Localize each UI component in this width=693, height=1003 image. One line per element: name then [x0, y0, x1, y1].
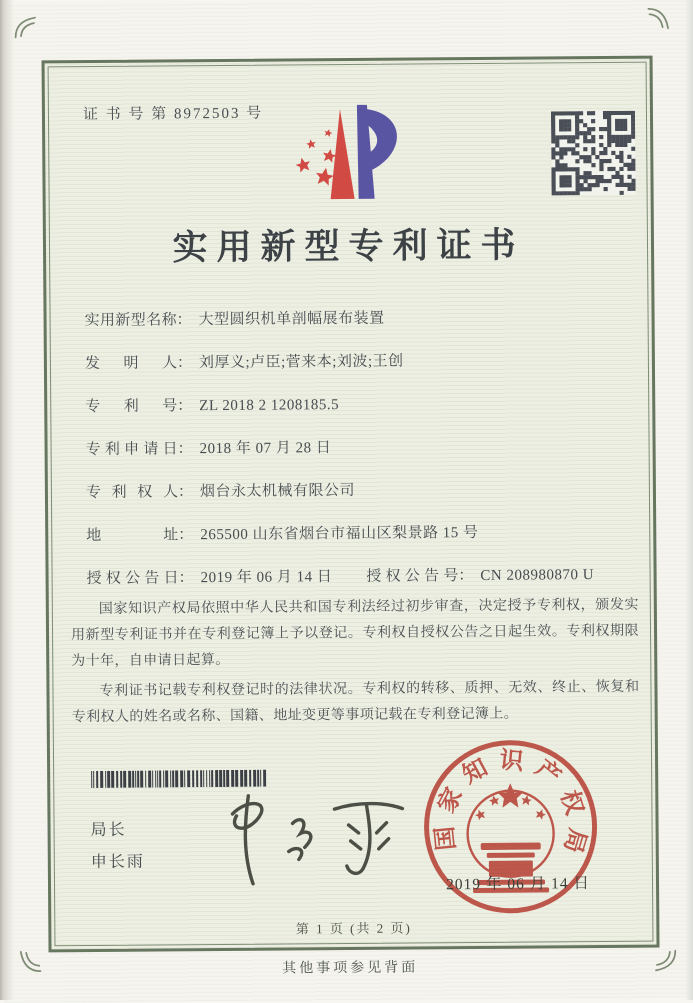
field-label: 授权公告号: [366, 568, 459, 585]
qr-code: [551, 111, 636, 196]
field-row: [86, 477, 631, 504]
field-row: [86, 520, 631, 547]
page-number: 第 1 页 (共 2 页): [295, 920, 412, 937]
certificate-frame: [42, 56, 660, 953]
corner-ornament-icon: [12, 14, 38, 40]
field-group: [366, 563, 594, 586]
field-label: 地址: [86, 527, 179, 545]
field-value: 大型圆织机单剖幅展布装置: [198, 310, 385, 329]
legal-paragraph: 专利证书记载专利权登记时的法律状况。专利权的转移、质押、无效、终止、恢复和专利权人的姓名或名称、国籍、地址变更等事项记载在专利登记簿上。: [71, 679, 640, 726]
field-value: 刘厚义;卢臣;菅来本;刘波;王创: [198, 353, 404, 372]
field-colon: ：: [176, 312, 192, 329]
field-label: 专利号: [85, 398, 178, 416]
field-value: 265500 山东省烟台市福山区梨景路 15 号: [200, 524, 479, 544]
seal-text: 国家知识产权局: [431, 747, 591, 866]
field-label: 专利权人: [85, 484, 178, 502]
barcode: [90, 770, 266, 788]
field-row: [87, 563, 632, 590]
field-row: [84, 305, 629, 332]
field-row: [86, 434, 631, 461]
certificate-title: 实用新型专利证书: [172, 225, 525, 268]
director-signature: [188, 788, 419, 890]
field-colon: ：: [177, 484, 194, 501]
field-label: 实用新型名称: [84, 312, 177, 330]
corner-ornament-icon: [645, 5, 671, 31]
legal-paragraph: 国家知识产权局依照中华人民共和国专利法经过初步审查，决定授予专利权，颁发实用新型专利证书并在专利登记簿上予以登记。专利权自授权公告之日起生效。专利权期限为十年，自申请日起算。: [70, 597, 640, 670]
field-label: 专利申请日: [85, 441, 178, 459]
field-value: 烟台永太机械有限公司: [199, 482, 356, 501]
back-note: 其他事项参见背面: [282, 960, 419, 977]
field-value: ZL 2018 2 1208185.5: [199, 397, 340, 415]
field-label: 授权公告日: [86, 570, 179, 588]
field-colon: ：: [178, 570, 194, 587]
field-colon: ：: [458, 568, 474, 585]
field-label: 发明人: [84, 355, 177, 373]
field-row: [85, 391, 630, 418]
field-colon: ：: [177, 398, 193, 415]
field-value: 2018 年 07 月 28 日: [199, 440, 332, 458]
field-colon: ：: [176, 355, 192, 372]
field-colon: ：: [178, 527, 194, 544]
field-row: [85, 348, 630, 375]
director-title: 局长: [90, 821, 127, 840]
field-value: CN 208980870 U: [480, 567, 595, 584]
legal-text: [71, 593, 640, 735]
field-colon: ：: [177, 441, 193, 458]
field-value: 2019 年 06 月 14 日: [200, 569, 333, 587]
seal-date: 2019 年 06 月 14 日: [446, 875, 591, 894]
cnipa-logo-icon: [277, 98, 423, 209]
field-list: [84, 305, 631, 610]
field-group: [87, 565, 333, 588]
director-name: 申长雨: [90, 853, 145, 872]
certificate-number: 证 书 号 第 8972503 号: [82, 105, 264, 124]
